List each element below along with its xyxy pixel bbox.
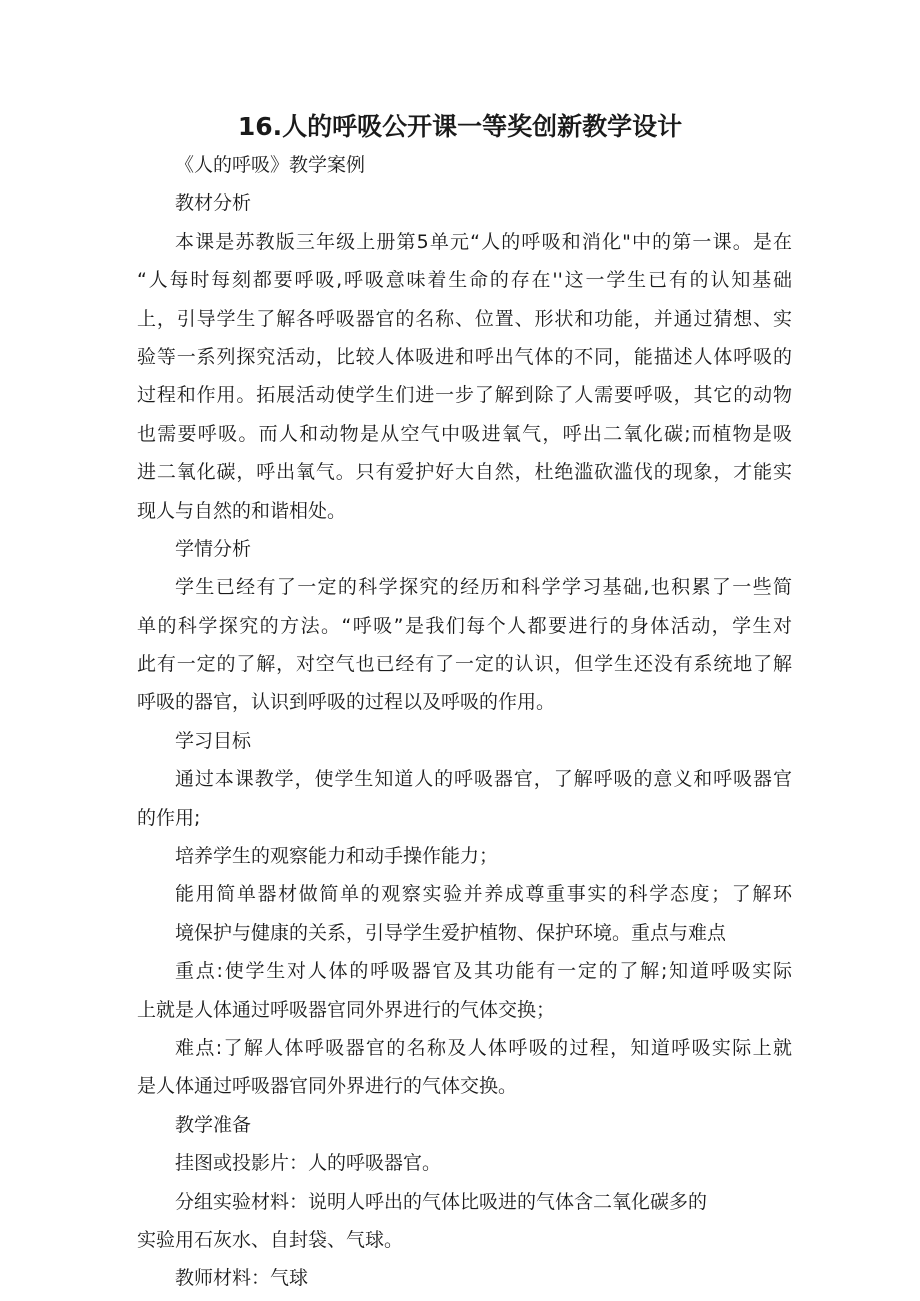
text-line: 学习目标 [175,729,252,752]
document-title: 16.人的呼吸公开课一等奖创新教学设计 [237,112,683,141]
text-line: 此有一定的了解，对空气也已经有了一定的认识，但学生还没有系统地了解 [137,653,792,676]
text-line: 上，引导学生了解各呼吸器官的名称、位置、形状和功能，并通过猜想、实 [137,307,792,330]
text-line: 是人体通过呼吸器官同外界进行的气体交换。 [137,1075,518,1098]
text-line: 学生已经有了一定的科学探究的经历和科学学习基础,也积累了一些简 [175,576,792,599]
text-line: 教材分析 [175,192,252,215]
text-line: 教学准备 [175,1113,252,1136]
text-line: 呼吸的器官，认识到呼吸的过程以及呼吸的作用。 [137,691,556,714]
text-line: 能用简单器材做简单的观察实验并养成尊重事实的科学态度；了解环 [175,883,792,906]
text-line: 也需要呼吸。而人和动物是从空气中吸进氧气，呼出二氧化碳;而植物是吸 [137,422,792,445]
text-line: “人每时每刻都要呼吸,呼吸意味着生命的存在''这一学生已有的认知基础 [137,269,792,292]
text-line: 境保护与健康的关系，引导学生爱护植物、保护环境。重点与难点 [175,921,727,944]
text-line: 实验用石灰水、自封袋、气球。 [137,1228,404,1251]
text-line: 学情分析 [175,537,252,560]
text-line: 进二氧化碳，呼出氧气。只有爱护好大自然，杜绝滥砍滥伐的现象，才能实 [137,461,792,484]
text-line: 重点:使学生对人体的呼吸器官及其功能有一定的了解;知道呼吸实际 [175,960,792,983]
text-line: 分组实验材料：说明人呼出的气体比吸进的气体含二氧化碳多的 [175,1190,708,1213]
text-line: 上就是人体通过呼吸器官同外界进行的气体交换； [137,998,556,1021]
text-line: 验等一系列探究活动，比较人体吸进和呼出气体的不同，能描述人体呼吸的 [137,345,792,368]
text-line: 过程和作用。拓展活动使学生们进一步了解到除了人需要呼吸，其它的动物 [137,384,792,407]
document-body [137,146,792,1298]
text-line: 本课是苏教版三年级上册第5单元“人的呼吸和消化"中的第一课。是在 [175,230,792,253]
text-line: 挂图或投影片：人的呼吸器官。 [175,1152,442,1175]
text-line: 的作用; [137,806,201,829]
text-line: 培养学生的观察能力和动手操作能力； [175,845,499,868]
text-line: 单的科学探究的方法。“呼吸”是我们每个人都要进行的身体活动，学生对 [137,614,792,637]
text-line: 通过本课教学，使学生知道人的呼吸器官，了解呼吸的意义和呼吸器官 [175,768,792,791]
text-line: 现人与自然的和谐相处。 [137,499,347,522]
text-line: 难点:了解人体呼吸器官的名称及人体呼吸的过程，知道呼吸实际上就 [175,1036,792,1059]
text-line: 《人的呼吸》教学案例 [175,154,366,176]
text-line: 教师材料：气球 [175,1267,309,1290]
